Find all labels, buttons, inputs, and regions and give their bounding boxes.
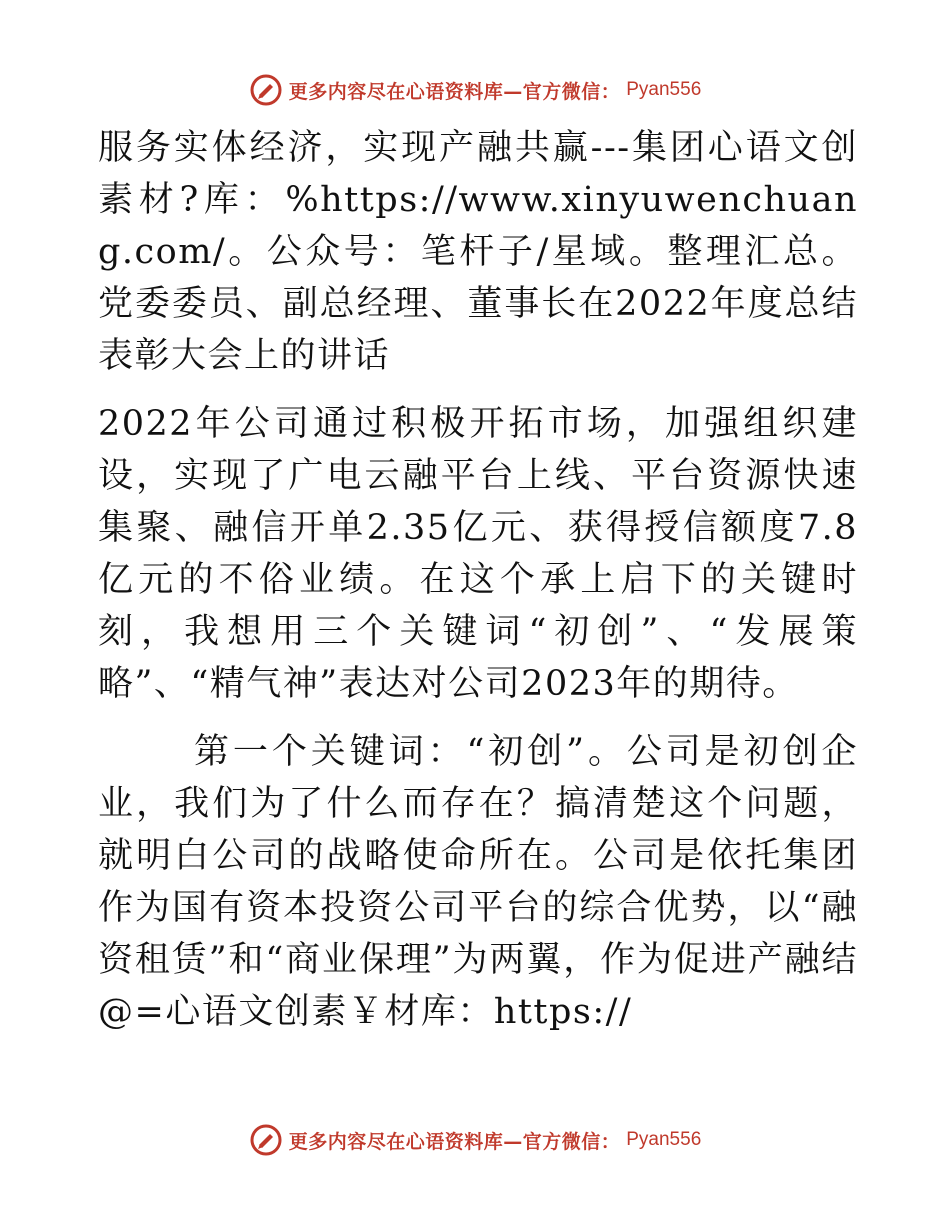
footer-watermark — [0, 1120, 950, 1160]
document-body — [98, 122, 858, 1038]
header-watermark — [0, 70, 950, 110]
watermark-text: 更多内容尽在心语资料库—官方微信： — [288, 80, 621, 103]
watermark-text: 更多内容尽在心语资料库—官方微信： — [288, 1130, 621, 1153]
paragraph-title: 服务实体经济，实现产融共赢---集团心语文创素材?库：%https://www.xinyuwenchuang.com/。公众号：笔杆子/星域。整理汇总。党委委员、副总经理、董事长在2022年度总结表彰大会上的讲话 — [98, 128, 858, 376]
paragraph-intro: 2022年公司通过积极开拓市场，加强组织建设，实现了广电云融平台上线、平台资源快速集聚、融信开单2.35亿元、获得授信额度7.8亿元的不俗业绩。在这个承上启下的关键时刻，我想用三个关键词“初创”、“发展策略”、“精气神”表达对公司2023年的期待。 — [98, 404, 858, 704]
watermark-wechat-id: Pyan556 — [626, 79, 702, 100]
watermark-logo-icon — [249, 1123, 283, 1157]
watermark-wechat-id: Pyan556 — [626, 1129, 702, 1150]
paragraph-first-keyword: 第一个关键词：“初创”。公司是初创企业，我们为了什么而存在？搞清楚这个问题，就明白公司的战略使命所在。公司是依托集团作为国有资本投资公司平台的综合优势，以“融资租赁”和“商业保理”为两翼，作为促进产融结@=心语文创素￥材库：https:// — [98, 732, 858, 1032]
watermark-logo-icon — [249, 73, 283, 107]
